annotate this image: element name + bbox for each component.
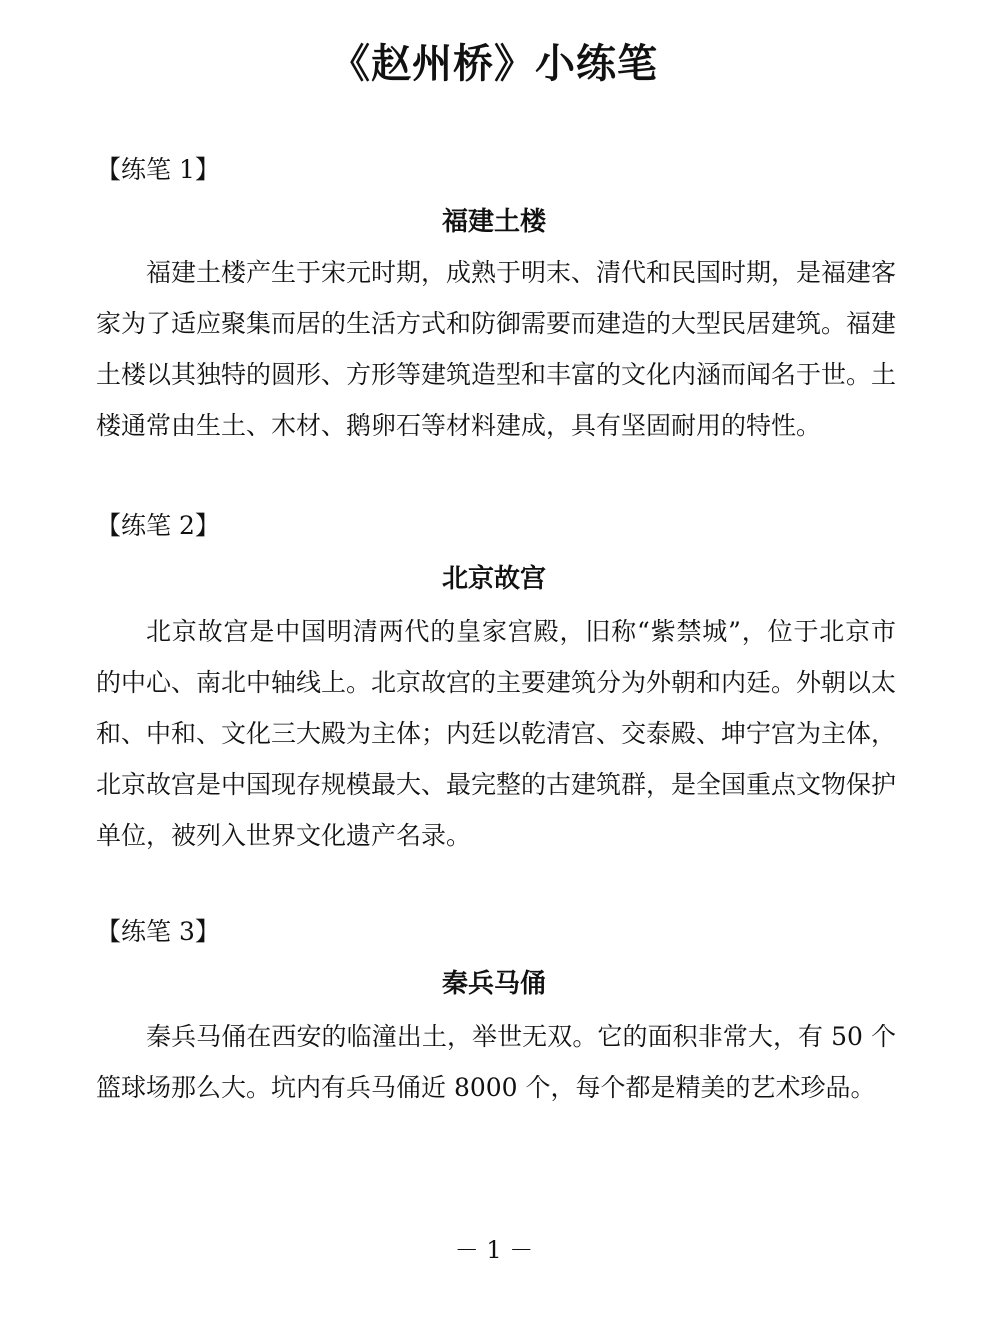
page-title: 《赵州桥》小练笔	[330, 41, 658, 87]
section-heading-1: 福建土楼	[441, 207, 546, 237]
exercise-label-1: 【练笔 1】	[96, 155, 220, 184]
section-paragraph-3: 秦兵马俑在西安的临潼出土，举世无双。它的面积非常大，有 50 个篮球场那么大。坑内有兵马俑近 8000 个，每个都是精美的艺术珍品。	[96, 1022, 896, 1102]
exercise-label-3: 【练笔 3】	[96, 917, 220, 946]
exercise-label-2: 【练笔 2】	[96, 511, 220, 540]
section-paragraph-2: 北京故宫是中国明清两代的皇家宫殿，旧称“紫禁城”，位于北京市的中心、南北中轴线上。北京故宫的主要建筑分为外朝和内廷。外朝以太和、中和、文化三大殿为主体；内廷以乾清宫、交泰殿、坤宁宫为主体，北京故宫是中国现存规模最大、最完整的古建筑群，是全国重点文物保护单位，被列入世界文化遗产名录。	[96, 617, 897, 850]
section-paragraph-1: 福建土楼产生于宋元时期，成熟于明末、清代和民国时期，是福建客家为了适应聚集而居的生活方式和防御需要而建造的大型民居建筑。福建土楼以其独特的圆形、方形等建筑造型和丰富的文化内涵而闻名于世。土楼通常由生土、木材、鹅卵石等材料建成，具有坚固耐用的特性。	[96, 258, 897, 440]
section-heading-2: 北京故宫	[441, 564, 546, 594]
section-heading-3: 秦兵马俑	[441, 969, 546, 999]
page-number: － 1 －	[454, 1236, 534, 1264]
